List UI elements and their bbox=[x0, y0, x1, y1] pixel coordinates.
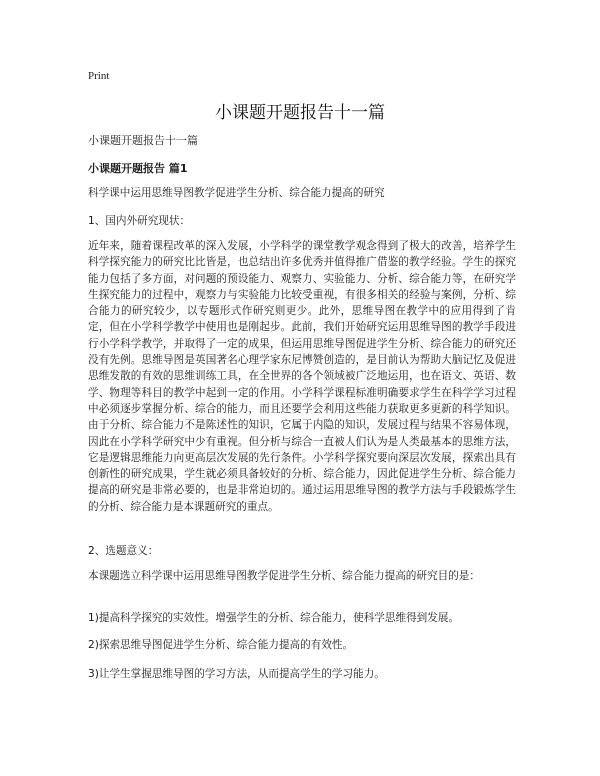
heading-research-status: 1、国内外研究现状： bbox=[88, 215, 191, 227]
research-topic: 科学课中运用思维导图教学促进学生分析、综合能力提高的研究 bbox=[88, 187, 385, 199]
print-link[interactable]: Print bbox=[88, 70, 110, 82]
purpose-paragraph: 本课题选立科学课中运用思维导图教学促进学生分析、综合能力提高的研究目的是： bbox=[88, 570, 480, 582]
research-status-paragraph: 近年来，随着课程改革的深入发展，小学科学的课堂教学观念得到了极大的改善，培养学生科学探究能力的研究比比皆是，也总结出许多优秀并值得推广借鉴的教学经验。学生的探究能力包括了多方面，对问题的预设能力、观察力、实验能力、分析、综合能力等，在研究学生探究能力的过程中，观察力与实验能力比较受重视，有很多相关的经验与案例，分析、综合能力的研究较少，以专题形式作研究则更少。此外，思维导图在教学中的应用得到了肯定，但在小学科学教学中使用也是刚起步。此前，我们开始研究运用思维导图的教学手段进行小学科学教学，并取得了一定的成果，但运用思维导图促进学生分析、综合能力的研究还没有先例。思维导图是英国著名心理学家东尼博赞创造的，是目前认为帮助大脑记忆及促进思维发散的有效的思维训练工具，在全世界的各个领域被广泛地运用，也在语文、英语、数学、物理等科目的教学中起到一定的作用。小学科学课程标准明确要求学生在科学学习过程中必须逐步掌握分析、综合的能力，而且还要学会利用这些能力获取更多更新的科学知识。由于分析、综合能力不是陈述性的知识，它属于内隐的知识，发展过程与结果不容易体现，因此在小学科学研究中少有重视。但分析与综合一直被人们认为是人类最基本的思维方法，它是逻辑思维能力向更高层次发展的先行条件。小学科学探究要向深层次发展，探索出具有创新性的研究成果，学生就必须具备较好的分析、综合能力，因此促进学生分析、综合能力提高的研究是非常必要的，也是非常迫切的。通过运用思维导图的教学方法与手段锻炼学生的分析、综合能力是本课题研究的重点。 bbox=[88, 240, 516, 513]
section-heading: 小课题开题报告 篇1 bbox=[88, 162, 188, 175]
heading-significance: 2、选题意义： bbox=[88, 545, 159, 557]
purpose-item-1: 1)提高科学探究的实效性。增强学生的分析、综合能力，使科学思维得到发展。 bbox=[88, 612, 460, 624]
document-subtitle: 小课题开题报告十一篇 bbox=[88, 134, 198, 147]
purpose-item-3: 3)让学生掌握思维导图的学习方法，从而提高学生的学习能力。 bbox=[88, 668, 385, 680]
purpose-item-2: 2)探索思维导图促进学生分析、综合能力提高的有效性。 bbox=[88, 639, 354, 651]
page-title: 小课题开题报告十一篇 bbox=[215, 103, 385, 123]
